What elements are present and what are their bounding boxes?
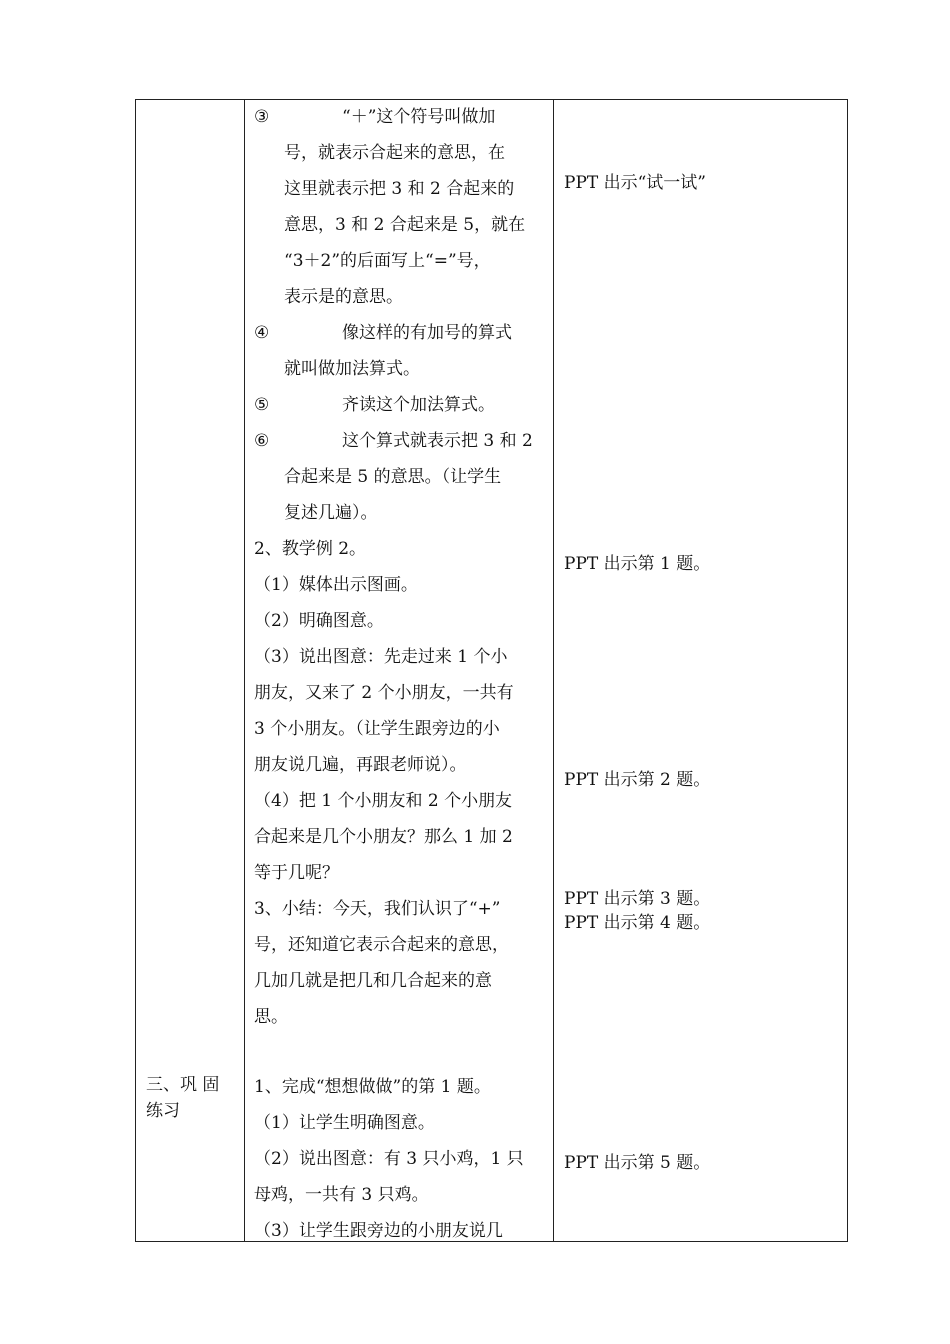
ppt-note: PPT 出示第 1 题。: [564, 554, 711, 574]
ppt-note: PPT 出示第 2 题。: [564, 770, 711, 790]
content-line: 表示是的意思。: [284, 287, 403, 307]
content-line: （4）把 1 个小朋友和 2 个小朋友: [254, 791, 513, 811]
content-line: （2）说出图意：有 3 只小鸡，1 只: [254, 1149, 524, 1169]
item-text: 这个算式就表示把 3 和 2: [342, 431, 533, 451]
numbered-line: [254, 387, 548, 423]
content-line: 3 个小朋友。（让学生跟旁边的小: [254, 719, 500, 739]
content-line: 合起来是 5 的意思。（让学生: [284, 467, 502, 487]
content-line: 母鸡，一共有 3 只鸡。: [254, 1185, 429, 1205]
section-label: [146, 1072, 242, 1124]
item-text: 像这样的有加号的算式: [342, 323, 512, 343]
content-line: 等于几呢？: [254, 863, 339, 883]
content-line: 号，就表示合起来的意思，在: [284, 143, 505, 163]
ppt-note: PPT 出示第 4 题。: [564, 913, 711, 933]
content-line: （2）明确图意。: [254, 611, 384, 631]
content-line: 复述几遍）。: [284, 503, 378, 523]
content-line: 朋友说几遍，再跟老师说）。: [254, 755, 467, 775]
section-label-line: [146, 1072, 242, 1098]
content-line: “3＋2”的后面写上“=”号，: [284, 251, 491, 271]
content-line: （3）让学生跟旁边的小朋友说几: [254, 1221, 503, 1241]
content-line: 1、完成“想想做做”的第 1 题。: [254, 1077, 491, 1097]
ppt-note: PPT 出示“试一试”: [564, 173, 707, 193]
numbered-line: [254, 423, 548, 459]
content-line: （1）让学生明确图意。: [254, 1113, 435, 1133]
item-number: ⑥: [254, 431, 270, 451]
numbered-line: [254, 99, 548, 135]
section-label-line: 练习: [146, 1101, 180, 1121]
content-line: 就叫做加法算式。: [284, 359, 420, 379]
content-line: 朋友，又来了 2 个小朋友，一共有: [254, 683, 514, 703]
content-line: 意思，3 和 2 合起来是 5，就在: [284, 215, 526, 235]
content-line: 思。: [254, 1007, 288, 1027]
item-number: ④: [254, 323, 270, 343]
content-line: 号，还知道它表示合起来的意思，: [254, 935, 509, 955]
content-line: 这里就表示把 3 和 2 合起来的: [284, 179, 515, 199]
item-text: “＋”这个符号叫做加: [342, 107, 496, 127]
ppt-note: PPT 出示第 5 题。: [564, 1153, 711, 1173]
item-text: 齐读这个加法算式。: [342, 395, 495, 415]
content-line: 几加几就是把几和几合起来的意: [254, 971, 492, 991]
ppt-note: PPT 出示第 3 题。: [564, 889, 711, 909]
content-line: 2、教学例 2。: [254, 539, 367, 559]
column-divider: [244, 100, 245, 1241]
content-line: （3）说出图意：先走过来 1 个小: [254, 647, 508, 667]
item-number: ③: [254, 107, 270, 127]
content-line: （1）媒体出示图画。: [254, 575, 418, 595]
section-label-text: 三、巩 固: [146, 1075, 220, 1095]
content-line: 合起来是几个小朋友？那么 1 加 2: [254, 827, 513, 847]
content-line: 3、小结：今天，我们认识了“+”: [254, 899, 501, 919]
item-number: ⑤: [254, 395, 270, 415]
numbered-line: [254, 315, 548, 351]
